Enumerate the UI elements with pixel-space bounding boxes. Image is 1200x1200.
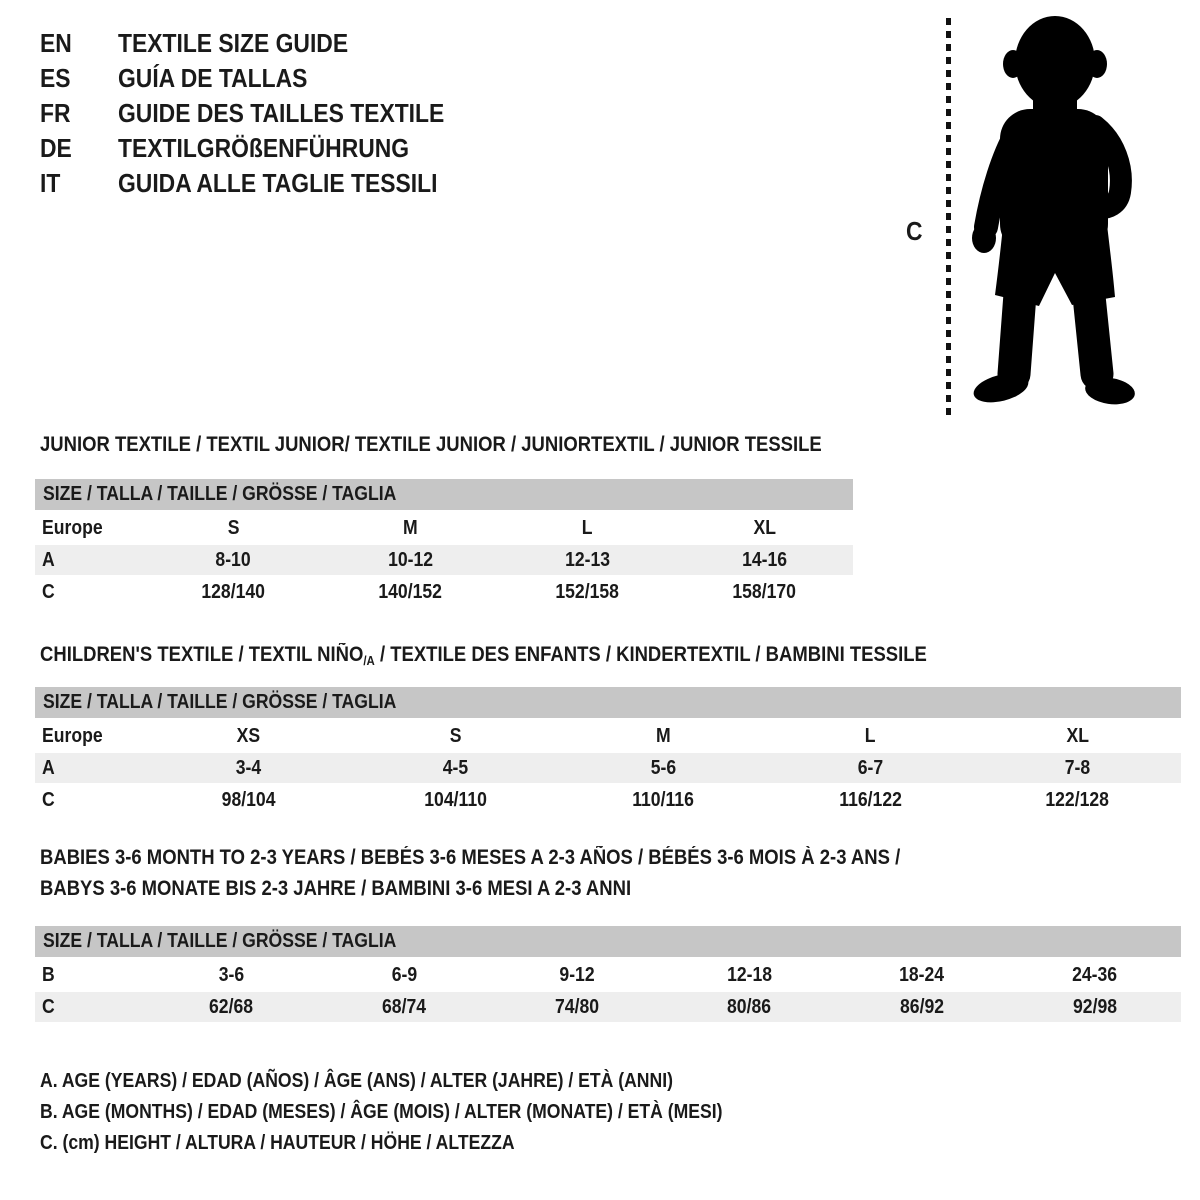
height-cell: 74/80 bbox=[554, 995, 599, 1018]
legend-line-b: B. AGE (MONTHS) / EDAD (MESES) / ÂGE (MOIS) / ALTER (MONATE) / ETÀ (MESI) bbox=[40, 1101, 723, 1123]
age-cell: 3-4 bbox=[235, 756, 262, 779]
table-row-europe bbox=[35, 513, 853, 543]
language-row-es bbox=[40, 61, 489, 96]
language-title: TEXTILGRÖßENFÜHRUNG bbox=[118, 133, 410, 163]
size-cell: L bbox=[864, 724, 876, 747]
children-table-header: SIZE / TALLA / TAILLE / GRÖSSE / TAGLIA bbox=[35, 687, 1181, 718]
language-row-en bbox=[40, 26, 489, 61]
size-cell: XL bbox=[753, 516, 776, 539]
height-cell: 128/140 bbox=[201, 580, 266, 603]
size-cell: M bbox=[403, 516, 418, 539]
language-code: ES bbox=[40, 63, 71, 93]
age-cell: 7-8 bbox=[1064, 756, 1091, 779]
language-code: DE bbox=[40, 133, 72, 163]
size-cell: S bbox=[449, 724, 462, 747]
language-header bbox=[40, 26, 489, 201]
age-cell: 14-16 bbox=[741, 548, 788, 571]
height-cell: 122/128 bbox=[1045, 788, 1110, 811]
age-cell: 12-18 bbox=[726, 963, 772, 986]
table-row-europe bbox=[35, 721, 1181, 751]
height-cell: 80/86 bbox=[727, 995, 772, 1018]
size-cell: L bbox=[582, 516, 593, 539]
language-row-it bbox=[40, 166, 489, 201]
babies-table-header: SIZE / TALLA / TAILLE / GRÖSSE / TAGLIA bbox=[35, 926, 1181, 957]
language-title: TEXTILE SIZE GUIDE bbox=[118, 28, 349, 58]
age-cell: 6-7 bbox=[857, 756, 883, 779]
table-row-age bbox=[35, 753, 1181, 783]
row-label: C bbox=[42, 788, 55, 811]
row-label: Europe bbox=[42, 724, 103, 747]
height-cell: 62/68 bbox=[209, 995, 254, 1018]
age-cell: 5-6 bbox=[650, 756, 676, 779]
legend bbox=[40, 1066, 816, 1159]
legend-line-a: A. AGE (YEARS) / EDAD (AÑOS) / ÂGE (ANS) / ALTER (JAHRE) / ETÀ (ANNI) bbox=[40, 1070, 673, 1092]
language-row-fr bbox=[40, 96, 489, 131]
height-cell: 92/98 bbox=[1072, 995, 1117, 1018]
babies-section-title: BABIES 3-6 MONTH TO 2-3 YEARS / BEBÉS 3-6 MESES A 2-3 AÑOS / BÉBÉS 3-6 MOIS À 2-3 ANS / BABYS 3-6 MONATE BIS 2-3 JAHRE / BAMBINI 3-6 MESI A 2-3 ANNI bbox=[40, 846, 901, 900]
language-title: GUIDA ALLE TAGLIE TESSILI bbox=[118, 168, 438, 198]
age-cell: 8-10 bbox=[215, 548, 252, 571]
language-code: FR bbox=[40, 98, 71, 128]
age-cell: 24-36 bbox=[1072, 963, 1118, 986]
table-row-height bbox=[35, 577, 853, 607]
language-title: GUIDE DES TAILLES TEXTILE bbox=[118, 98, 445, 128]
table-row-age bbox=[35, 545, 853, 575]
height-cell: 152/158 bbox=[555, 580, 620, 603]
toddler-silhouette-icon bbox=[963, 14, 1143, 414]
height-measure-label: C bbox=[906, 216, 923, 246]
language-code: EN bbox=[40, 28, 72, 58]
table-row-age-months bbox=[35, 960, 1181, 990]
size-cell: M bbox=[655, 724, 671, 747]
junior-section-title: JUNIOR TEXTILE / TEXTIL JUNIOR/ TEXTILE JUNIOR / JUNIORTEXTIL / JUNIOR TESSILE bbox=[40, 433, 822, 456]
age-cell: 6-9 bbox=[391, 963, 417, 986]
age-cell: 4-5 bbox=[443, 756, 469, 779]
children-size-table bbox=[35, 687, 1181, 817]
age-cell: 10-12 bbox=[387, 548, 434, 571]
height-cell: 110/116 bbox=[632, 788, 694, 811]
children-section-title: CHILDREN'S TEXTILE / TEXTIL $NIÑO_{/A}$ / TEXTILE DES ENFANTS / KINDERTEXTIL / BAMBINI TESSILE bbox=[40, 643, 927, 668]
size-cell: XS bbox=[236, 724, 261, 747]
height-measure-line bbox=[946, 18, 951, 416]
height-cell: 98/104 bbox=[221, 788, 276, 811]
language-code: IT bbox=[40, 168, 61, 198]
height-cell: 158/170 bbox=[732, 580, 797, 603]
age-cell: 9-12 bbox=[559, 963, 595, 986]
language-title: GUÍA DE TALLAS bbox=[118, 63, 308, 93]
row-label: A bbox=[42, 548, 55, 571]
row-label: A bbox=[42, 756, 55, 779]
junior-table-header: SIZE / TALLA / TAILLE / GRÖSSE / TAGLIA bbox=[35, 479, 853, 510]
row-label: B bbox=[42, 963, 55, 986]
babies-size-table bbox=[35, 926, 1181, 1024]
size-cell: XL bbox=[1066, 724, 1089, 747]
height-cell: 104/110 bbox=[424, 788, 488, 811]
table-row-height bbox=[35, 992, 1181, 1022]
title-subscript: /A bbox=[363, 653, 375, 668]
table-row-height bbox=[35, 785, 1181, 815]
row-label: Europe bbox=[42, 516, 103, 539]
legend-line-c: C. (cm) HEIGHT / ALTURA / HAUTEUR / HÖHE / ALTEZZA bbox=[40, 1132, 515, 1154]
height-cell: 116/122 bbox=[838, 788, 902, 811]
row-label: C bbox=[42, 995, 55, 1018]
junior-size-table bbox=[35, 479, 853, 609]
height-cell: 140/152 bbox=[378, 580, 443, 603]
row-label: C bbox=[42, 580, 55, 603]
size-cell: S bbox=[227, 516, 240, 539]
language-row-de bbox=[40, 131, 489, 166]
age-cell: 18-24 bbox=[899, 963, 945, 986]
height-cell: 68/74 bbox=[381, 995, 427, 1018]
age-cell: 3-6 bbox=[218, 963, 245, 986]
height-cell: 86/92 bbox=[899, 995, 945, 1018]
age-cell: 12-13 bbox=[564, 548, 611, 571]
